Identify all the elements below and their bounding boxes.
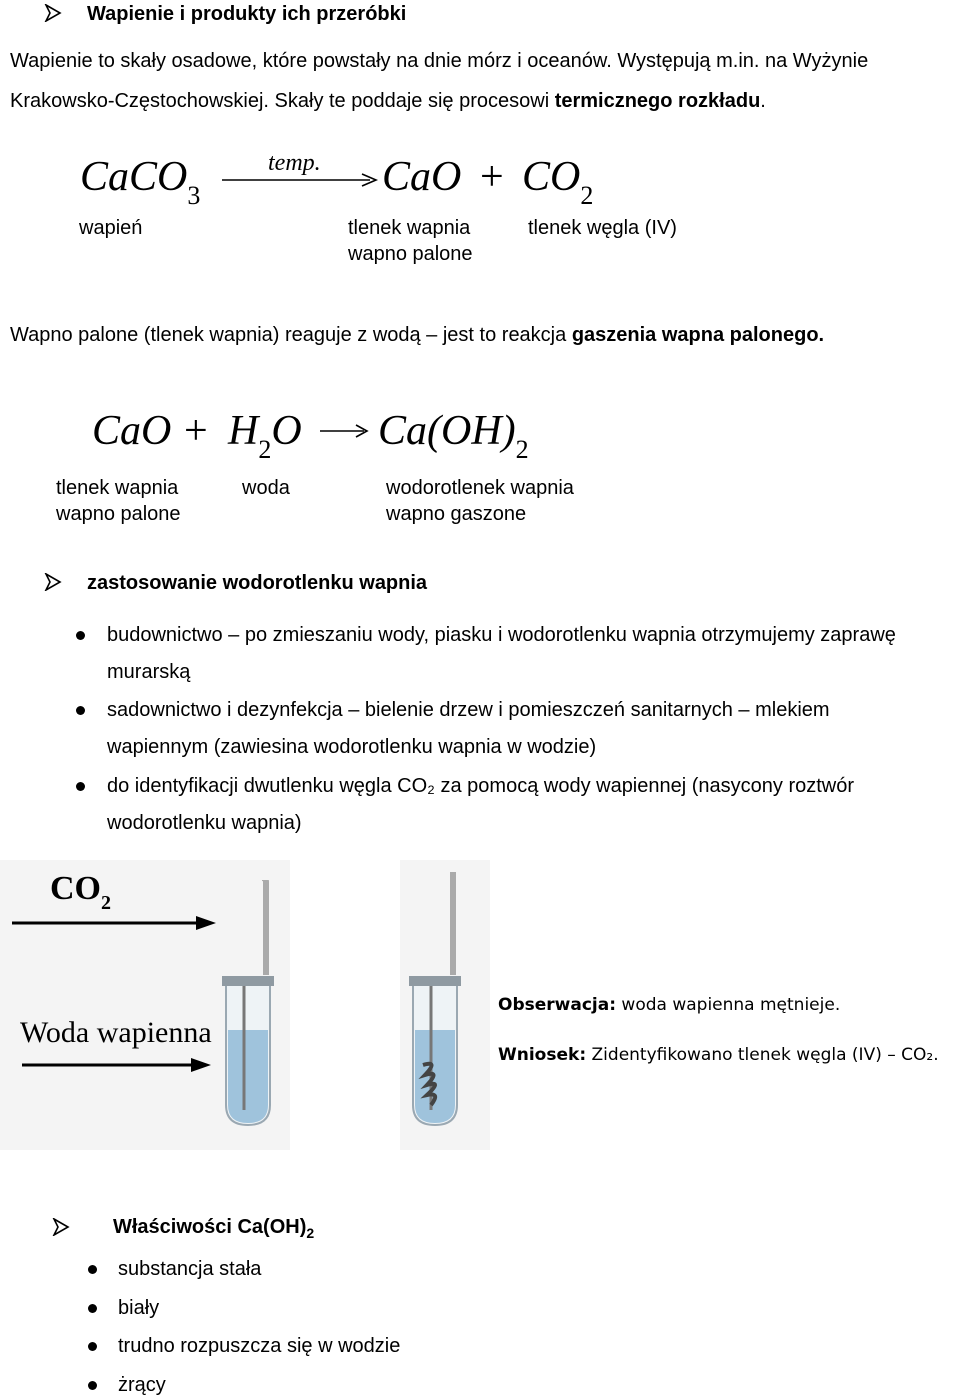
equation-product: CaO — [382, 154, 462, 200]
liquid-arrow-icon — [20, 1056, 215, 1074]
arrow-bullet-icon — [44, 4, 62, 22]
list-item: wapiennym (zawiesina wodorotlenku wapnia w wodzie) — [107, 736, 597, 758]
arrow-bullet-icon — [44, 573, 62, 591]
equation-reactant: CaO — [92, 408, 172, 454]
bullet-dot-icon — [76, 706, 85, 715]
observation-text: Obserwacja: woda wapienna mętnieje. — [498, 995, 841, 1015]
equation-plus: + — [184, 408, 208, 454]
conclusion-text: Wniosek: Zidentyfikowano tlenek węgla (IV) – CO₂. — [498, 1045, 939, 1065]
list-item: trudno rozpuszcza się w wodzie — [118, 1335, 401, 1357]
equation-label: wapno palone — [56, 503, 181, 525]
bullet-dot-icon — [76, 631, 85, 640]
arrow-bullet-icon — [52, 1218, 70, 1236]
paragraph-line: Wapno palone (tlenek wapnia) reaguje z wodą – jest to reakcja gaszenia wapna palonego. — [10, 324, 825, 346]
equation-label: tlenek wapnia — [348, 217, 471, 239]
equation-label: woda — [242, 477, 290, 499]
bullet-dot-icon — [88, 1342, 97, 1351]
paragraph-line: Krakowsko-Częstochowskiej. Skały te poddaje się procesowi termicznego rozkładu. — [10, 90, 766, 112]
gas-arrow-icon — [10, 914, 220, 932]
equation-label: wapień — [79, 217, 143, 239]
equation-label: wodorotlenek wapnia — [386, 477, 574, 499]
reaction-arrow-icon — [318, 422, 370, 440]
equation-product: $Ca(OH)_2$ — [378, 408, 529, 464]
equation-reactant: CaCO$_3$ — [80, 154, 201, 210]
test-tube-clear-icon — [218, 880, 288, 1130]
equation-label: tlenek węgla (IV) — [528, 217, 677, 239]
reaction-arrow-icon — [220, 172, 380, 188]
bullet-dot-icon — [88, 1304, 97, 1313]
bullet-dot-icon — [88, 1265, 97, 1274]
liquid-label: Woda wapienna — [20, 1016, 212, 1049]
equation-label: wapno palone — [348, 243, 473, 265]
section-heading: Właściwości $Ca(OH)_2$ — [113, 1216, 315, 1241]
paragraph-line: Wapienie to skały osadowe, które powstały na dnie mórz i oceanów. Występują m.in. na Wyżynie — [10, 50, 869, 72]
list-item: do identyfikacji dwutlenku węgla CO₂ za pomocą wody wapiennej (nasycony roztwór — [107, 775, 855, 797]
equation-label: wapno gaszone — [386, 503, 527, 525]
list-item: sadownictwo i dezynfekcja – bielenie drzew i pomieszczeń sanitarnych – mlekiem — [107, 699, 830, 721]
equation-reactant: $H_2O$ — [228, 408, 302, 464]
gas-label: $CO_2$ — [50, 870, 111, 914]
list-item: żrący — [118, 1374, 166, 1396]
list-item: murarską — [107, 661, 191, 683]
section-heading: Wapienie i produkty ich przeróbki — [87, 3, 407, 25]
equation-label: tlenek wapnia — [56, 477, 179, 499]
reaction-condition: temp. — [268, 150, 321, 176]
section-heading: zastosowanie wodorotlenku wapnia — [87, 572, 428, 594]
bullet-dot-icon — [76, 782, 85, 791]
list-item: biały — [118, 1297, 160, 1319]
equation-plus: + — [480, 154, 504, 200]
list-item: wodorotlenku wapnia) — [107, 812, 302, 834]
test-tube-cloudy-icon — [405, 870, 475, 1130]
list-item: substancja stała — [118, 1258, 262, 1280]
list-item: budownictwo – po zmieszaniu wody, piasku i wodorotlenku wapnia otrzymujemy zaprawę — [107, 624, 896, 646]
equation-product: $CO_2$ — [522, 154, 594, 210]
bullet-dot-icon — [88, 1381, 97, 1390]
